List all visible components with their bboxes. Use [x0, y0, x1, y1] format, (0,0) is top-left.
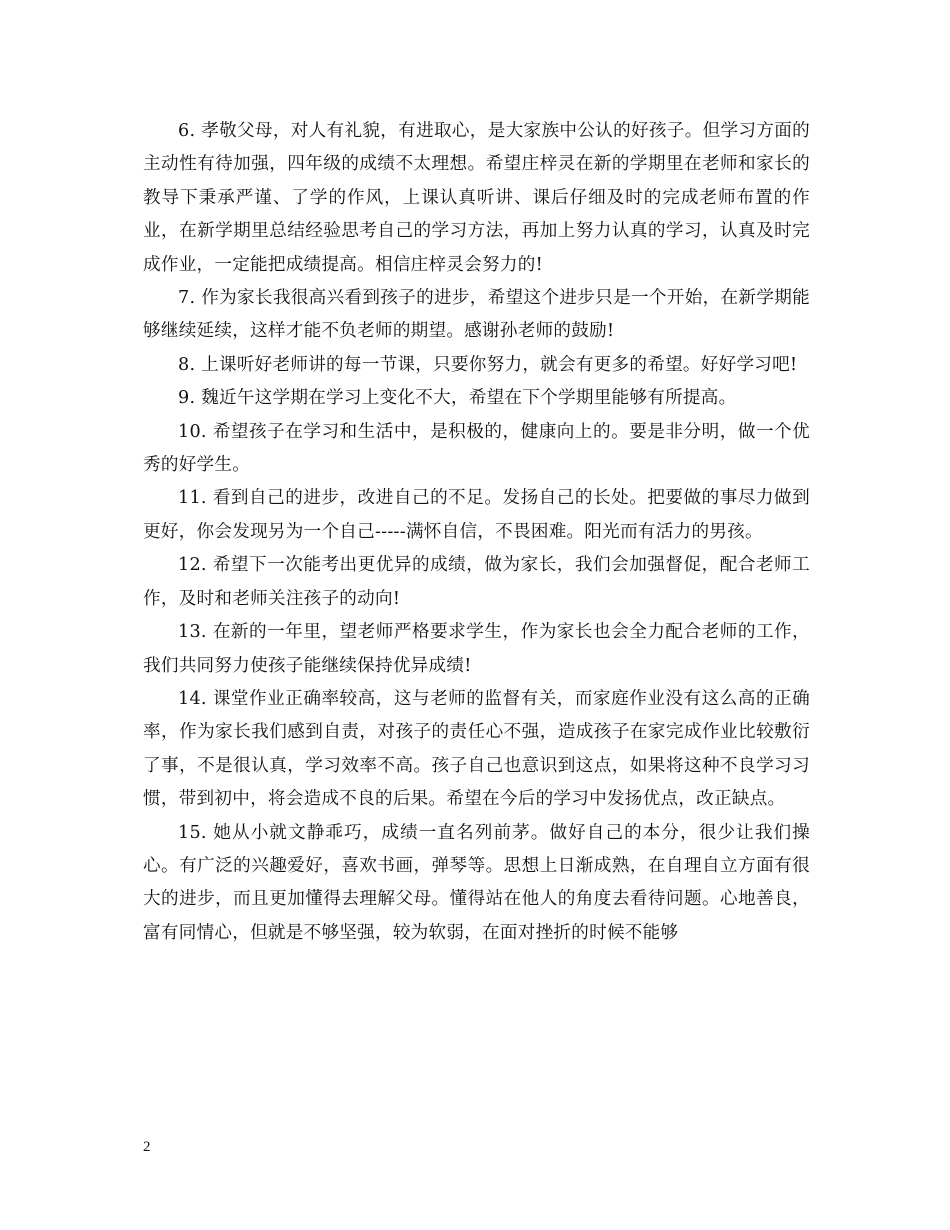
- paragraph-10: 10. 希望孩子在学习和生活中，是积极的，健康向上的。要是非分明，做一个优秀的好学生。: [143, 421, 810, 476]
- page-number: 2: [143, 1139, 151, 1155]
- paragraph-9: 9. 魏近午这学期在学习上变化不大，希望在下个学期里能够有所提高。: [178, 388, 737, 409]
- paragraph-6: 6. 孝敬父母，对人有礼貌，有进取心，是大家族中公认的好孩子。但学习方面的主动性有待加强，四年级的成绩不太理想。希望庄梓灵在新的学期里在老师和家长的教导下秉承严谨、了学的作风，上课认真听讲、课后仔细及时的完成老师布置的作业，在新学期里总结经验思考自己的学习方法，再加上努力认真的学习，认真及时完成作业，一定能把成绩提高。相信庄梓灵会努力的!: [143, 121, 810, 275]
- paragraph-14: 14. 课堂作业正确率较高，这与老师的监督有关，而家庭作业没有这么高的正确率，作为家长我们感到自责，对孩子的责任心不强，造成孩子在家完成作业比较敷衍了事，不是很认真，学习效率不高。孩子自己也意识到这点，如果将这种不良学习习惯，带到初中，将会造成不良的后果。希望在今后的学习中发扬优点，改正缺点。: [143, 688, 810, 810]
- paragraph-8: 8. 上课听好老师讲的每一节课，只要你努力，就会有更多的希望。好好学习吧!: [178, 354, 798, 375]
- paragraph-7: 7. 作为家长我很高兴看到孩子的进步，希望这个进步只是一个开始，在新学期能够继续延续，这样才能不负老师的期望。感谢孙老师的鼓励!: [143, 288, 810, 342]
- document-body: [143, 115, 810, 950]
- paragraph-12: 12. 希望下一次能考出更优异的成绩，做为家长，我们会加强督促，配合老师工作，及时和老师关注孩子的动向!: [143, 555, 810, 609]
- paragraph-13: 13. 在新的一年里，望老师严格要求学生，作为家长也会全力配合老师的工作，我们共同努力使孩子能继续保持优异成绩!: [143, 622, 810, 676]
- paragraph-11: 11. 看到自己的进步，改进自己的不足。发扬自己的长处。把要做的事尽力做到更好，你会发现另为一个自己-----满怀自信，不畏困难。阳光而有活力的男孩。: [143, 488, 810, 542]
- paragraph-15: 15. 她从小就文静乖巧，成绩一直名列前茅。做好自己的本分，很少让我们操心。有广泛的兴趣爱好，喜欢书画，弹琴等。思想上日渐成熟，在自理自立方面有很大的进步，而且更加懂得去理解父母。懂得站在他人的角度去看待问题。心地善良，富有同情心，但就是不够坚强，较为软弱，在面对挫折的时候不能够: [143, 822, 810, 943]
